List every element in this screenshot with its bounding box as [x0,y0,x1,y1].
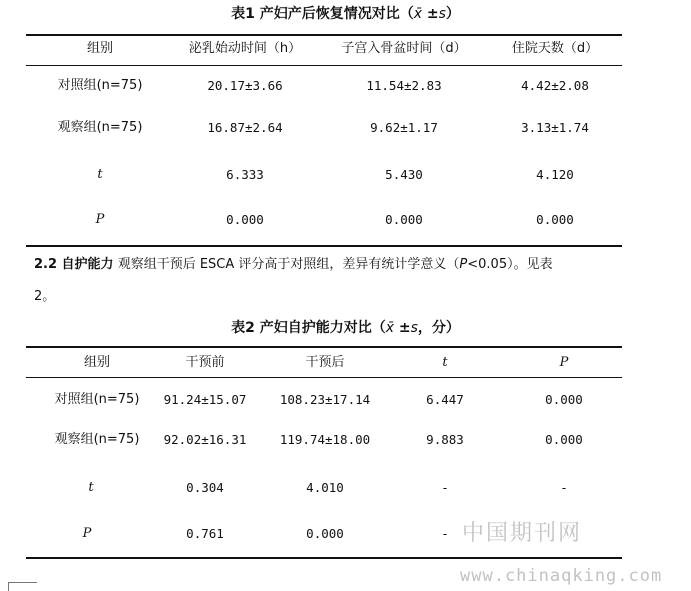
table1-row-control-lactation: 20.17±3.66 [207,78,283,93]
table1-bottom-rule [26,245,622,247]
table1-row-t-label: t [97,167,103,182]
table2-row-t-before: 0.304 [186,480,224,495]
table2-row-t-p: - [560,480,568,495]
table1-row-observe-lactation: 16.87±2.64 [207,120,283,135]
table2-header-group: 组别 [83,355,110,370]
table2-header-after: 干预后 [305,355,345,370]
table2-row-observe-label: 观察组(n=75) [54,432,140,447]
table2-row-p-after: 0.000 [306,526,344,541]
table1-row-p-lactation: 0.000 [226,212,264,227]
table2-header-rule [26,377,622,378]
table1-row-observe-uterus: 9.62±1.17 [370,120,438,135]
paragraph-p-symbol: P [459,257,468,272]
table2-row-p-before: 0.761 [186,526,224,541]
table1-row-observe-stay: 3.13±1.74 [521,120,589,135]
table1-header-lactation: 泌乳始动时间（h） [188,41,302,56]
table1-row-control-label: 对照组(n=75) [57,78,143,93]
table2-row-t-t: - [441,480,449,495]
table2-row-p-label: P [82,526,92,541]
table1-title-sd-symbol: s [438,6,446,22]
table2-row-control-before: 91.24±15.07 [163,392,247,407]
table1-row-t-lactation: 6.333 [226,167,264,182]
table1-row-t-uterus: 5.430 [385,167,423,182]
table2-row-t-after: 4.010 [306,480,344,495]
table1-row-observe-label: 观察组(n=75) [57,120,143,135]
results-paragraph [34,255,674,275]
table1-title-mean-symbol: x̄ [413,6,422,22]
table2-title-end: ，分） [417,320,460,336]
paragraph-text-b: <0.05）。见表 [467,257,553,272]
table1-top-rule [26,34,622,36]
table2-title [0,318,691,338]
table2-row-control-t: 6.447 [426,392,464,407]
table2-row-observe-p: 0.000 [545,432,583,447]
table1-row-p-uterus: 0.000 [385,212,423,227]
results-paragraph-line2: 2。 [34,289,56,304]
table2-header-p: P [559,355,569,370]
table1-row-t-stay: 4.120 [536,167,574,182]
table2-row-control-label: 对照组(n=75) [54,392,140,407]
page-corner-mark [8,582,37,591]
table2-row-observe-t: 9.883 [426,432,464,447]
table2-row-p-t: - [441,526,449,541]
table1-title-sep: ± [422,6,439,22]
watermark-url: www.chinaqking.com [460,566,663,586]
table2-header-before: 干预前 [185,355,225,370]
table1-title [0,4,691,24]
table1-title-end: ） [445,6,460,22]
table1-row-control-uterus: 11.54±2.83 [366,78,442,93]
table1-header-group: 组别 [86,41,113,56]
table1-row-control-stay: 4.42±2.08 [521,78,589,93]
table2-row-control-after: 108.23±17.14 [279,392,371,407]
table2-row-observe-after: 119.74±18.00 [279,432,371,447]
table2-title-sep: ± [394,320,411,336]
table2-header-t: t [442,355,448,370]
table2-title-text: 表2 产妇自护能力对比（ [231,320,386,336]
table2-row-control-p: 0.000 [545,392,583,407]
section-heading: 2.2 自护能力 [34,257,114,272]
table2-title-mean-symbol: x̄ [385,320,394,336]
table2-top-rule [26,346,622,348]
table2-row-t-label: t [88,480,94,495]
table1-header-rule [26,65,622,66]
table1-row-p-label: P [95,212,105,227]
table1-title-text: 表1 产妇产后恢复情况对比（ [231,6,414,22]
table1-header-stay: 住院天数（d） [511,41,599,56]
table1-header-uterus: 子宫入骨盆时间（d） [341,41,467,56]
table2-row-observe-before: 92.02±16.31 [163,432,247,447]
paragraph-text-a: 观察组干预后 ESCA 评分高于对照组，差异有统计学意义（ [113,257,460,272]
table2-bottom-rule [26,557,622,559]
watermark-chinese: 中国期刊网 [462,521,583,546]
table1-row-p-stay: 0.000 [536,212,574,227]
table2-title-sd-symbol: s [410,320,418,336]
